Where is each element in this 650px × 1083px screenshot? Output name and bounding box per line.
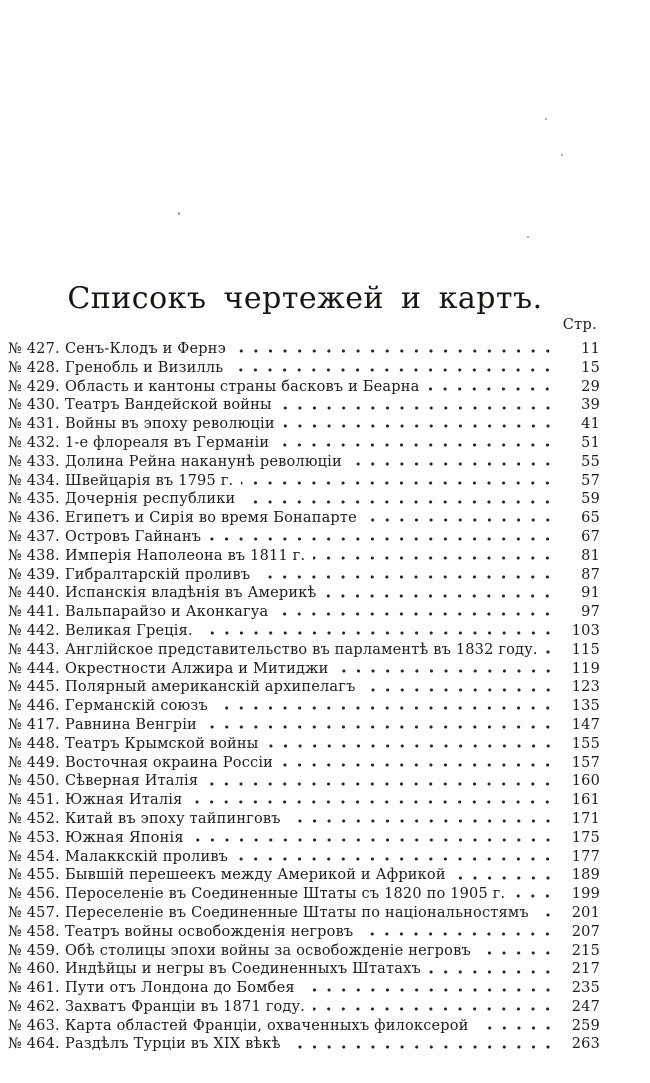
entry-number: № 438. [8,547,60,564]
entry-number: № 444. [8,660,60,677]
entry-page-number: 119 [571,660,600,677]
dot-leader [209,528,555,547]
entry-title: Раздѣлъ Турціи въ XIX вѣкѣ [65,1036,281,1053]
entry-number: № 458. [8,923,60,940]
entry-title: Войны въ эпоху революціи [65,416,275,433]
entry-title: Германскій союзъ [65,698,208,715]
entry-title: 1-е флореаля въ Германіи [65,434,270,451]
list-item [8,547,602,566]
entry-title: Малаккскій проливъ [65,848,229,865]
dot-leader [429,960,555,979]
dot-leader [289,1035,555,1054]
scan-speck [561,154,563,156]
dot-leader [277,434,555,453]
dot-leader [243,490,555,509]
list-item [8,641,602,660]
entry-title: Сенъ-Клодъ и Фернэ [65,341,226,357]
entry-title: Пероселеніе въ Соединенные Штаты съ 1820 по 1905 г. [65,886,506,903]
dot-leader [454,866,555,885]
entry-number: № 436. [8,510,60,527]
dot-leader [537,904,555,923]
entry-page-number: 39 [581,397,600,414]
dot-leader [361,923,555,942]
entry-page-number: 135 [571,698,600,715]
dot-leader [216,697,555,716]
list-item [8,340,602,359]
entry-page-number: 147 [571,716,600,733]
dot-leader [477,1017,555,1036]
entry-title: Окрестности Алжира и Митиджи [65,660,329,677]
dot-leader [258,566,555,585]
entry-number: № 451. [8,792,60,809]
list-item [8,923,602,942]
entry-number: № 428. [8,359,60,376]
entry-number: № 443. [8,641,60,658]
dot-leader [479,942,555,961]
list-item [8,622,602,641]
entry-page-number: 91 [581,585,600,602]
list-item [8,359,602,378]
dot-leader [206,772,555,791]
dot-leader [350,453,555,472]
list-item [8,415,602,434]
entry-number: № 442. [8,622,60,639]
entry-number: № 464. [8,1036,60,1053]
toc-list [8,340,602,1054]
dot-leader [324,584,555,603]
list-item [8,848,602,867]
list-item [8,979,602,998]
entry-page-number: 201 [571,904,600,921]
entry-number: № 431. [8,416,60,433]
list-item [8,885,602,904]
entry-number: № 462. [8,998,60,1015]
dot-leader [427,378,555,397]
entry-title: Дочернія республики [65,491,236,508]
entry-number: № 441. [8,604,60,621]
entry-page-number: 160 [571,773,600,790]
list-item [8,660,602,679]
scan-speck [545,118,547,120]
entry-page-number: 11 [581,341,600,357]
entry-title: Захватъ Франціи въ 1871 году. [65,998,306,1015]
list-item [8,735,602,754]
list-item [8,603,602,622]
entry-title: Индѣйцы и негры въ Соединенныхъ Штатахъ [65,961,421,978]
dot-leader [281,754,555,773]
entry-page-number: 235 [571,980,600,997]
entry-number: № 417. [8,716,60,733]
list-item [8,509,602,528]
list-item [8,810,602,829]
entry-number: № 453. [8,829,60,846]
list-item [8,754,602,773]
entry-page-number: 155 [571,735,600,752]
entry-number: № 434. [8,472,60,489]
entry-title: Египетъ и Сирія во время Бонапарте [65,510,357,527]
dot-leader [234,340,555,359]
entry-title: Равнина Венгріи [65,716,197,733]
dot-leader [280,396,555,415]
dot-leader [303,979,555,998]
entry-number: № 448. [8,735,60,752]
entry-title: Переселеніе въ Соединенные Штаты по національностямъ [65,904,529,921]
list-item [8,490,602,509]
entry-title: Гибралтарскій проливъ [65,566,251,583]
dot-leader [236,848,555,867]
list-item [8,453,602,472]
list-item [8,528,602,547]
entry-number: № 433. [8,453,60,470]
entry-page-number: 115 [571,641,600,658]
entry-page-number: 65 [581,510,600,527]
entry-number: № 445. [8,679,60,696]
entry-page-number: 157 [571,754,600,771]
entry-page-number: 103 [571,622,600,639]
entry-number: № 437. [8,528,60,545]
entry-title: Имперія Наполеона въ 1811 г. [65,547,306,564]
entry-number: № 449. [8,754,60,771]
dot-leader [205,716,555,735]
dot-leader [365,509,555,528]
entry-page-number: 87 [581,566,600,583]
entry-number: № 427. [8,341,60,357]
dot-leader [267,735,555,754]
entry-number: № 457. [8,904,60,921]
dot-leader [192,829,555,848]
entry-title: Гренобль и Визилль [65,359,224,376]
entry-number: № 440. [8,585,60,602]
page-column-header: Стр. [562,317,597,333]
dot-leader [231,359,555,378]
list-item [8,866,602,885]
entry-title: Вальпарайзо и Аконкагуа [65,604,269,621]
list-item [8,904,602,923]
dot-leader [283,415,555,434]
entry-title: Обѣ столицы эпохи войны за освобожденіе негровъ [65,942,471,959]
list-item [8,678,602,697]
entry-page-number: 51 [581,434,600,451]
entry-title: Великая Греція. [65,622,193,639]
list-item [8,829,602,848]
entry-title: Испанскія владѣнія въ Америкѣ [65,585,317,602]
entry-number: № 439. [8,566,60,583]
entry-number: № 435. [8,491,60,508]
dot-leader [313,998,555,1017]
list-item [8,584,602,603]
entry-title: Карта областей Франціи, охваченныхъ филоксерой [65,1017,469,1034]
entry-page-number: 259 [571,1017,600,1034]
entry-page-number: 199 [571,886,600,903]
entry-page-number: 123 [571,679,600,696]
list-item [8,960,602,979]
scan-speck [527,236,529,238]
entry-title: Англійское представительство въ парламентѣ въ 1832 году. [65,641,538,658]
entry-page-number: 207 [571,923,600,940]
entry-page-number: 57 [581,472,600,489]
entry-page-number: 263 [571,1036,600,1053]
entry-title: Швейцарія въ 1795 г. [65,472,234,489]
entry-title: Сѣверная Италія [65,773,199,790]
entry-page-number: 29 [581,378,600,395]
dot-leader [337,660,556,679]
list-item [8,378,602,397]
entry-number: № 463. [8,1017,60,1034]
entry-title: Театръ Крымской войны [65,735,259,752]
entry-page-number: 247 [571,998,600,1015]
entry-page-number: 177 [571,848,600,865]
entry-page-number: 175 [571,829,600,846]
dot-leader [546,641,555,660]
entry-number: № 455. [8,867,60,884]
entry-number: № 446. [8,698,60,715]
scan-speck [178,212,180,215]
entry-title: Восточная окраина Россіи [65,754,274,771]
dot-leader [190,791,555,810]
dot-leader [364,678,555,697]
dot-leader [276,603,555,622]
entry-title: Область и кантоны страны басковъ и Беарна [65,378,420,395]
entry-title: Южная Италія [65,792,183,809]
entry-number: № 452. [8,810,60,827]
entry-page-number: 59 [581,491,600,508]
list-item [8,472,602,491]
dot-leader [201,622,555,641]
entry-page-number: 41 [581,416,600,433]
dot-leader [241,472,555,491]
list-item [8,1035,602,1054]
entry-title: Бывшій перешеекъ между Америкой и Африкой [65,867,446,884]
entry-page-number: 215 [571,942,600,959]
list-item [8,942,602,961]
entry-page-number: 97 [581,604,600,621]
entry-page-number: 217 [571,961,600,978]
dot-leader [513,885,555,904]
list-item [8,998,602,1017]
entry-title: Театръ Вандейской войны [65,397,272,414]
list-item [8,697,602,716]
entry-page-number: 189 [571,867,600,884]
entry-title: Театръ войны освобожденія негровъ [65,923,354,940]
entry-page-number: 55 [581,453,600,470]
entry-title: Китай въ эпоху тайпинговъ [65,810,281,827]
entry-number: № 450. [8,773,60,790]
entry-title: Полярный американскій архипелагъ [65,679,356,696]
entry-number: № 432. [8,434,60,451]
entry-page-number: 15 [581,359,600,376]
entry-number: № 460. [8,961,60,978]
entry-number: № 454. [8,848,60,865]
entry-title: Долина Рейна наканунѣ революціи [65,453,342,470]
entry-page-number: 67 [581,528,600,545]
list-item [8,566,602,585]
list-item [8,1017,602,1036]
page-title: Списокъ чертежей и картъ. [67,281,543,316]
list-item [8,434,602,453]
entry-number: № 461. [8,980,60,997]
dot-leader [289,810,555,829]
list-item [8,716,602,735]
entry-page-number: 81 [581,547,600,564]
entry-number: № 430. [8,397,60,414]
list-item [8,791,602,810]
entry-page-number: 161 [571,792,600,809]
entry-title: Южная Японія [65,829,184,846]
entry-number: № 429. [8,378,60,395]
entry-title: Островъ Гайнанъ [65,528,202,545]
entry-page-number: 171 [571,810,600,827]
entry-number: № 456. [8,886,60,903]
list-item [8,772,602,791]
entry-title: Пути отъ Лондона до Бомбея [65,980,295,997]
list-item [8,396,602,415]
entry-number: № 459. [8,942,60,959]
dot-leader [313,547,555,566]
